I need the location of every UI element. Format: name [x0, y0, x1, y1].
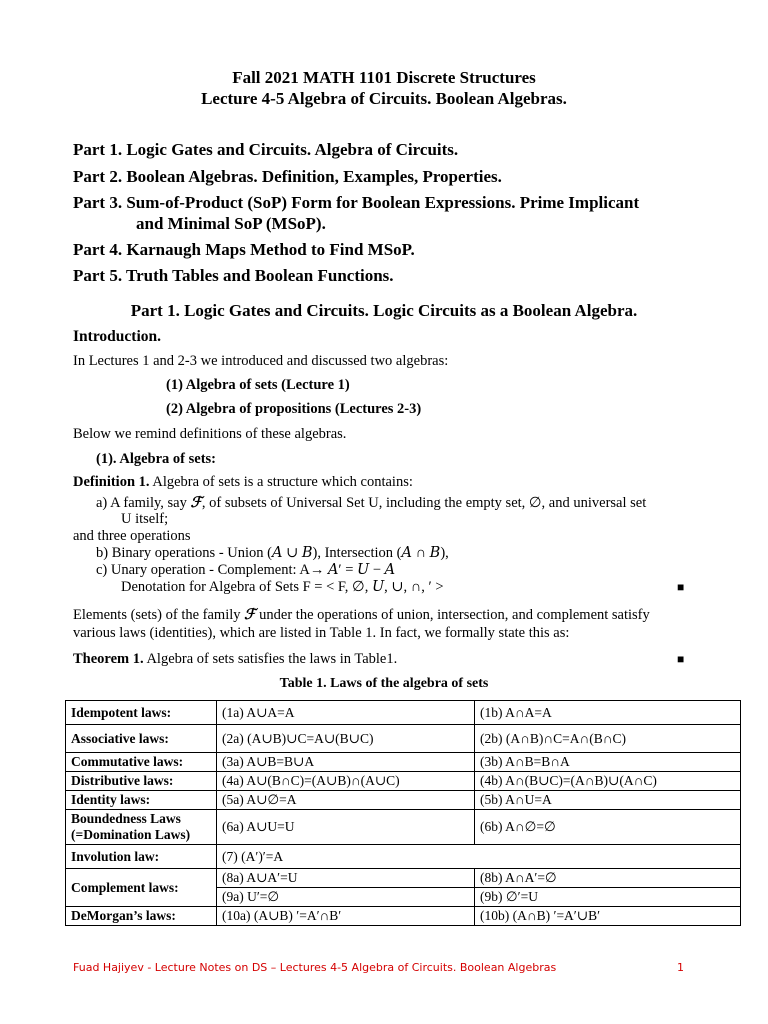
table-row [66, 725, 741, 753]
theorem-label: Theorem 1. [73, 651, 144, 667]
intro-heading: Introduction. [73, 328, 161, 345]
course-title: Fall 2021 MATH 1101 Discrete Structures [232, 68, 536, 87]
law-b: (8b) A∩A′=∅ [475, 869, 741, 888]
definition-text: Algebra of sets is a structure which contains: [149, 474, 413, 490]
law-b: (3b) A∩B=B∩A [475, 753, 741, 772]
table-row [66, 791, 741, 810]
remind-text: Below we remind definitions of these algebras. [73, 426, 347, 442]
lecture-title: Lecture 4-5 Algebra of Circuits. Boolean Algebras. [201, 89, 567, 108]
law-a: (2a) (A∪B)∪C=A∪(B∪C) [217, 725, 475, 753]
law-b: (5b) A∩U=A [475, 791, 741, 810]
table-row [66, 869, 741, 888]
part-4-line: Part 4. Karnaugh Maps Method to Find MSoP. [73, 240, 415, 259]
law-a: (8a) A∪A′=U [217, 869, 475, 888]
definition-item-a [96, 494, 646, 512]
table-caption: Table 1. Laws of the algebra of sets [279, 676, 489, 691]
item-a-text: a) A family, say [96, 495, 191, 511]
elements-text-line2: various laws (identities), which are listed in Table 1. In fact, we formally state this as: [73, 625, 570, 641]
definition-item-c: c) Unary operation - Complement: A→ 𝐴′ = 𝑈 − 𝐴 [96, 562, 396, 578]
table-row [66, 772, 741, 791]
part-3-line: Part 3. Sum-of-Product (SoP) Form for Boolean Expressions. Prime Implicant [73, 193, 640, 212]
subheading-algebra-of-sets: (1). Algebra of sets: [96, 451, 217, 467]
law-b: (10b) (A∩B) ′=A′∪B′ [475, 907, 741, 926]
table-row [66, 753, 741, 772]
footer-author-note: Fuad Hajiyev - Lecture Notes on DS – Lectures 4-5 Algebra of Circuits. Boolean Algebras [73, 961, 557, 974]
law-b: (6b) A∩∅=∅ [475, 810, 741, 845]
law-name: Identity laws: [66, 791, 217, 810]
table-row [66, 907, 741, 926]
law-a: (9a) U′=∅ [217, 888, 475, 907]
item-algebra-of-propositions: (2) Algebra of propositions (Lectures 2-3) [166, 401, 422, 417]
theorem-text: Algebra of sets satisfies the laws in Table1. [143, 651, 398, 667]
end-of-theorem-mark: ■ [677, 652, 685, 666]
law-a: (7) (A′)′=A [217, 845, 741, 869]
part-5-line: Part 5. Truth Tables and Boolean Functions. [73, 266, 394, 285]
law-name: Idempotent laws: [66, 701, 217, 725]
laws-table [65, 700, 741, 926]
law-b: (4b) A∩(B∪C)=(A∩B)∪(A∩C) [475, 772, 741, 791]
law-name: DeMorgan’s laws: [66, 907, 217, 926]
three-operations-text: and three operations [73, 528, 191, 544]
law-name-line2: (=Domination Laws) [71, 827, 191, 842]
item-a-continuation: U itself; [121, 511, 169, 527]
part-3-continuation: and Minimal SoP (MSoP). [136, 214, 326, 233]
section-heading: Part 1. Logic Gates and Circuits. Logic Circuits as a Boolean Algebra. [130, 301, 638, 320]
theorem-1 [73, 651, 397, 668]
law-name: Commutative laws: [66, 753, 217, 772]
law-name-line1: Boundedness Laws [71, 811, 181, 826]
table-row [66, 701, 741, 725]
part-1-line: Part 1. Logic Gates and Circuits. Algebra of Circuits. [73, 140, 459, 159]
law-name: Involution law: [66, 845, 217, 869]
part-2-line: Part 2. Boolean Algebras. Definition, Examples, Properties. [73, 167, 502, 186]
definition-label: Definition 1. [73, 474, 150, 490]
elements-text-b: under the operations of union, intersection, and complement satisfy [255, 607, 650, 623]
law-name: Associative laws: [66, 725, 217, 753]
end-of-definition-mark: ■ [677, 580, 685, 594]
law-b: (2b) (A∩B)∩C=A∩(B∩C) [475, 725, 741, 753]
definition-item-b: b) Binary operations - Union (𝐴 ∪ 𝐵), Intersection (𝐴 ∩ 𝐵), [96, 545, 449, 561]
intro-text: In Lectures 1 and 2-3 we introduced and discussed two algebras: [73, 353, 449, 369]
table-row [66, 845, 741, 869]
family-symbol: ℱ [190, 494, 202, 511]
law-a: (4a) A∪(B∩C)=(A∪B)∩(A∪C) [217, 772, 475, 791]
law-name [66, 810, 217, 845]
elements-text-line1 [73, 606, 650, 624]
law-name: Complement laws: [66, 869, 217, 907]
page-number: 1 [677, 961, 684, 974]
law-a: (10a) (A∪B) ′=A′∩B′ [217, 907, 475, 926]
law-a: (3a) A∪B=B∪A [217, 753, 475, 772]
law-name: Distributive laws: [66, 772, 217, 791]
item-algebra-of-sets: (1) Algebra of sets (Lecture 1) [166, 377, 350, 393]
elements-text-a: Elements (sets) of the family [73, 607, 245, 623]
table-row [66, 810, 741, 845]
law-b: (1b) A∩A=A [475, 701, 741, 725]
law-a: (1a) A∪A=A [217, 701, 475, 725]
law-b: (9b) ∅′=U [475, 888, 741, 907]
family-symbol-2: ℱ [244, 606, 256, 623]
item-a-text-cont: , of subsets of Universal Set U, including the empty set, ∅, and universal set [201, 495, 647, 511]
law-a: (6a) A∪U=U [217, 810, 475, 845]
law-a: (5a) A∪∅=A [217, 791, 475, 810]
denotation-text: Denotation for Algebra of Sets F = < F, ∅, 𝑈, ∪, ∩, ′ > [121, 579, 444, 595]
definition-1 [73, 474, 413, 491]
